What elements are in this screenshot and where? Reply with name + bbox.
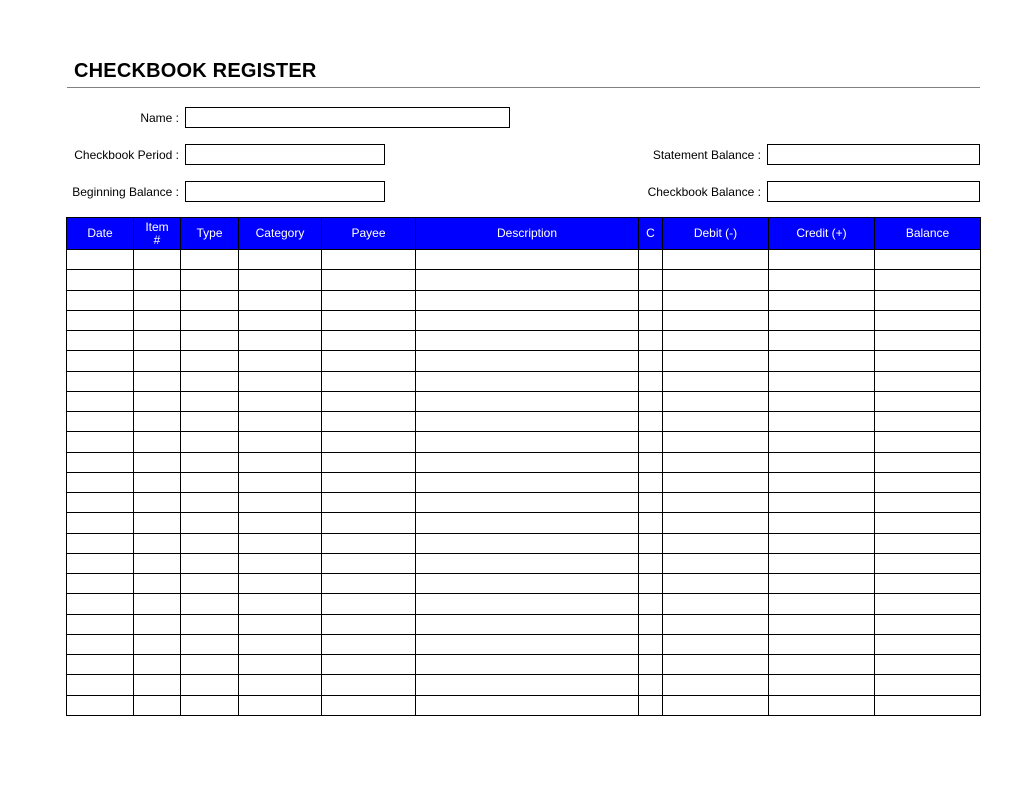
checkbook-period-field[interactable] [185,144,385,165]
table-cell[interactable] [769,310,875,330]
table-header-row [67,218,981,250]
table-cell[interactable] [875,290,981,310]
table-cell[interactable] [134,594,181,614]
table-cell[interactable] [875,452,981,472]
table-cell[interactable] [239,290,322,310]
table-cell[interactable] [769,574,875,594]
table-cell[interactable] [181,290,239,310]
table-cell[interactable] [181,270,239,290]
table-cell[interactable] [639,270,663,290]
table-cell[interactable] [134,270,181,290]
table-cell[interactable] [181,250,239,270]
table-cell[interactable] [181,655,239,675]
table-cell[interactable] [875,574,981,594]
table-cell[interactable] [663,412,769,432]
table-cell[interactable] [67,412,134,432]
table-cell[interactable] [134,371,181,391]
checkbook-balance-field[interactable] [767,181,980,202]
table-cell[interactable] [875,351,981,371]
table-cell[interactable] [663,371,769,391]
table-cell[interactable] [769,250,875,270]
register-body [67,250,981,716]
column-header-cleared: C [639,218,663,250]
table-cell[interactable] [639,351,663,371]
table-cell[interactable] [663,351,769,371]
table-cell[interactable] [769,432,875,452]
table-cell[interactable] [239,270,322,290]
table-cell[interactable] [134,432,181,452]
table-cell[interactable] [639,452,663,472]
table-cell[interactable] [875,472,981,492]
table-cell[interactable] [134,614,181,634]
table-cell[interactable] [239,675,322,695]
table-cell[interactable] [134,553,181,573]
table-cell[interactable] [239,331,322,351]
table-cell[interactable] [875,371,981,391]
title-divider [67,87,980,88]
table-row [67,533,981,553]
table-cell[interactable] [639,331,663,351]
table-row [67,553,981,573]
table-row [67,412,981,432]
table-cell[interactable] [239,533,322,553]
table-cell[interactable] [875,553,981,573]
beginning-balance-field[interactable] [185,181,385,202]
table-cell[interactable] [663,655,769,675]
table-cell[interactable] [663,553,769,573]
table-cell[interactable] [181,533,239,553]
table-cell[interactable] [769,675,875,695]
table-cell[interactable] [239,634,322,654]
table-cell[interactable] [639,513,663,533]
table-cell[interactable] [322,675,416,695]
table-cell[interactable] [416,371,639,391]
table-cell[interactable] [416,351,639,371]
table-cell[interactable] [67,634,134,654]
table-cell[interactable] [67,432,134,452]
table-cell[interactable] [181,391,239,411]
table-cell[interactable] [322,452,416,472]
table-row [67,432,981,452]
table-cell[interactable] [134,472,181,492]
table-cell[interactable] [769,594,875,614]
table-cell[interactable] [322,250,416,270]
table-cell[interactable] [416,614,639,634]
name-label: Name : [140,111,179,125]
table-cell[interactable] [239,553,322,573]
table-cell[interactable] [181,412,239,432]
table-row [67,574,981,594]
table-cell[interactable] [322,513,416,533]
table-row [67,331,981,351]
table-cell[interactable] [181,675,239,695]
table-cell[interactable] [322,493,416,513]
table-cell[interactable] [639,675,663,695]
table-row [67,472,981,492]
table-cell[interactable] [769,371,875,391]
table-cell[interactable] [639,290,663,310]
table-cell[interactable] [639,553,663,573]
table-cell[interactable] [67,250,134,270]
table-cell[interactable] [322,270,416,290]
table-cell[interactable] [67,371,134,391]
table-cell[interactable] [639,634,663,654]
column-header-credit: Credit (+) [769,218,875,250]
table-cell[interactable] [663,472,769,492]
table-cell[interactable] [181,310,239,330]
table-cell[interactable] [769,655,875,675]
table-cell[interactable] [67,513,134,533]
table-cell[interactable] [181,472,239,492]
table-cell[interactable] [639,574,663,594]
table-cell[interactable] [67,675,134,695]
table-cell[interactable] [875,594,981,614]
table-cell[interactable] [416,472,639,492]
table-cell[interactable] [769,290,875,310]
table-cell[interactable] [663,331,769,351]
table-row [67,493,981,513]
table-cell[interactable] [663,250,769,270]
table-cell[interactable] [769,513,875,533]
table-cell[interactable] [181,513,239,533]
table-cell[interactable] [67,574,134,594]
table-cell[interactable] [134,351,181,371]
table-cell[interactable] [416,533,639,553]
table-cell[interactable] [67,290,134,310]
table-cell[interactable] [416,655,639,675]
table-cell[interactable] [134,533,181,553]
table-cell[interactable] [769,472,875,492]
table-cell[interactable] [322,553,416,573]
statement-balance-label: Statement Balance : [652,148,761,162]
table-row [67,452,981,472]
page-title: CHECKBOOK REGISTER [74,60,317,82]
table-cell[interactable] [663,574,769,594]
table-cell[interactable] [875,310,981,330]
table-cell[interactable] [322,371,416,391]
table-cell[interactable] [639,614,663,634]
table-cell[interactable] [239,574,322,594]
table-cell[interactable] [181,634,239,654]
table-cell[interactable] [769,553,875,573]
checkbook-balance-label: Checkbook Balance : [647,185,761,199]
table-cell[interactable] [134,290,181,310]
column-header-type: Type [181,218,239,250]
table-cell[interactable] [769,412,875,432]
column-header-debit: Debit (-) [663,218,769,250]
table-cell[interactable] [663,391,769,411]
table-cell[interactable] [67,351,134,371]
table-cell[interactable] [663,594,769,614]
table-cell[interactable] [639,695,663,715]
table-cell[interactable] [875,614,981,634]
table-cell[interactable] [239,472,322,492]
table-row [67,513,981,533]
table-cell[interactable] [239,250,322,270]
table-cell[interactable] [322,472,416,492]
table-cell[interactable] [639,310,663,330]
table-cell[interactable] [875,493,981,513]
table-cell[interactable] [67,594,134,614]
table-row [67,695,981,715]
table-cell[interactable] [416,493,639,513]
table-cell[interactable] [134,655,181,675]
table-cell[interactable] [769,391,875,411]
table-cell[interactable] [134,250,181,270]
table-cell[interactable] [239,452,322,472]
table-cell[interactable] [322,574,416,594]
column-header-category: Category [239,218,322,250]
table-cell[interactable] [67,270,134,290]
table-row [67,270,981,290]
table-cell[interactable] [67,553,134,573]
table-cell[interactable] [322,695,416,715]
table-cell[interactable] [663,310,769,330]
table-cell[interactable] [416,290,639,310]
table-cell[interactable] [181,452,239,472]
table-cell[interactable] [769,351,875,371]
checkbook-period-label: Checkbook Period : [74,148,179,162]
table-cell[interactable] [663,695,769,715]
table-cell[interactable] [663,452,769,472]
table-cell[interactable] [134,412,181,432]
statement-balance-field[interactable] [767,144,980,165]
table-cell[interactable] [181,594,239,614]
table-cell[interactable] [134,574,181,594]
table-cell[interactable] [639,594,663,614]
column-header-payee: Payee [322,218,416,250]
table-cell[interactable] [181,351,239,371]
table-cell[interactable] [875,634,981,654]
column-header-description: Description [416,218,639,250]
table-cell[interactable] [67,331,134,351]
table-cell[interactable] [134,310,181,330]
table-cell[interactable] [134,634,181,654]
table-row [67,310,981,330]
table-cell[interactable] [67,310,134,330]
table-row [67,290,981,310]
table-row [67,634,981,654]
table-cell[interactable] [134,391,181,411]
table-cell[interactable] [416,452,639,472]
table-cell[interactable] [239,655,322,675]
table-cell[interactable] [639,493,663,513]
table-cell[interactable] [181,614,239,634]
table-row [67,391,981,411]
table-cell[interactable] [416,675,639,695]
table-cell[interactable] [769,452,875,472]
table-cell[interactable] [239,432,322,452]
table-cell[interactable] [416,270,639,290]
table-cell[interactable] [181,371,239,391]
table-cell[interactable] [239,614,322,634]
table-cell[interactable] [322,310,416,330]
table-cell[interactable] [322,432,416,452]
register-table [66,217,981,716]
table-cell[interactable] [67,695,134,715]
table-cell[interactable] [875,412,981,432]
table-row [67,371,981,391]
table-cell[interactable] [639,391,663,411]
table-cell[interactable] [181,574,239,594]
table-cell[interactable] [67,472,134,492]
table-cell[interactable] [769,331,875,351]
table-cell[interactable] [875,250,981,270]
table-cell[interactable] [416,412,639,432]
name-field[interactable] [185,107,510,128]
table-cell[interactable] [663,513,769,533]
table-cell[interactable] [769,614,875,634]
table-cell[interactable] [639,533,663,553]
table-cell[interactable] [134,331,181,351]
table-cell[interactable] [769,533,875,553]
table-cell[interactable] [875,675,981,695]
table-cell[interactable] [322,533,416,553]
table-cell[interactable] [181,553,239,573]
table-row [67,250,981,270]
table-cell[interactable] [67,533,134,553]
table-cell[interactable] [322,331,416,351]
table-cell[interactable] [322,351,416,371]
table-cell[interactable] [639,250,663,270]
table-cell[interactable] [663,290,769,310]
table-cell[interactable] [663,493,769,513]
table-cell[interactable] [875,655,981,675]
table-cell[interactable] [322,655,416,675]
table-cell[interactable] [416,513,639,533]
table-row [67,614,981,634]
table-cell[interactable] [416,594,639,614]
table-cell[interactable] [134,452,181,472]
table-cell[interactable] [875,513,981,533]
table-cell[interactable] [322,614,416,634]
table-cell[interactable] [239,351,322,371]
table-cell[interactable] [134,493,181,513]
table-cell[interactable] [322,290,416,310]
table-cell[interactable] [663,432,769,452]
table-cell[interactable] [875,432,981,452]
table-cell[interactable] [639,655,663,675]
table-cell[interactable] [134,695,181,715]
table-cell[interactable] [239,513,322,533]
table-cell[interactable] [639,412,663,432]
table-cell[interactable] [416,310,639,330]
table-cell[interactable] [67,391,134,411]
table-cell[interactable] [181,695,239,715]
column-header-date: Date [67,218,134,250]
table-cell[interactable] [239,391,322,411]
table-cell[interactable] [416,574,639,594]
table-cell[interactable] [663,270,769,290]
table-cell[interactable] [134,513,181,533]
table-cell[interactable] [134,675,181,695]
table-cell[interactable] [769,695,875,715]
table-cell[interactable] [322,391,416,411]
table-cell[interactable] [663,675,769,695]
table-cell[interactable] [239,695,322,715]
table-cell[interactable] [663,634,769,654]
table-cell[interactable] [239,412,322,432]
table-row [67,594,981,614]
table-cell[interactable] [322,412,416,432]
table-cell[interactable] [181,493,239,513]
column-header-item-number: Item # [134,218,181,250]
table-cell[interactable] [322,634,416,654]
table-cell[interactable] [416,553,639,573]
table-cell[interactable] [416,391,639,411]
table-cell[interactable] [769,270,875,290]
table-cell[interactable] [875,695,981,715]
table-cell[interactable] [239,493,322,513]
table-cell[interactable] [239,594,322,614]
table-cell[interactable] [875,391,981,411]
table-cell[interactable] [239,371,322,391]
table-cell[interactable] [639,371,663,391]
table-cell[interactable] [67,655,134,675]
table-row [67,351,981,371]
table-cell[interactable] [663,533,769,553]
table-cell[interactable] [67,614,134,634]
table-cell[interactable] [416,634,639,654]
table-cell[interactable] [322,594,416,614]
table-cell[interactable] [67,493,134,513]
table-cell[interactable] [181,331,239,351]
table-row [67,675,981,695]
table-cell[interactable] [416,250,639,270]
table-row [67,655,981,675]
table-cell[interactable] [181,432,239,452]
column-header-balance: Balance [875,218,981,250]
table-cell[interactable] [875,331,981,351]
table-cell[interactable] [639,432,663,452]
table-cell[interactable] [639,472,663,492]
table-cell[interactable] [663,614,769,634]
beginning-balance-label: Beginning Balance : [72,185,179,199]
table-cell[interactable] [769,493,875,513]
table-cell[interactable] [239,310,322,330]
table-cell[interactable] [67,452,134,472]
table-cell[interactable] [416,331,639,351]
table-cell[interactable] [416,432,639,452]
table-cell[interactable] [416,695,639,715]
table-cell[interactable] [875,270,981,290]
table-cell[interactable] [769,634,875,654]
table-cell[interactable] [875,533,981,553]
